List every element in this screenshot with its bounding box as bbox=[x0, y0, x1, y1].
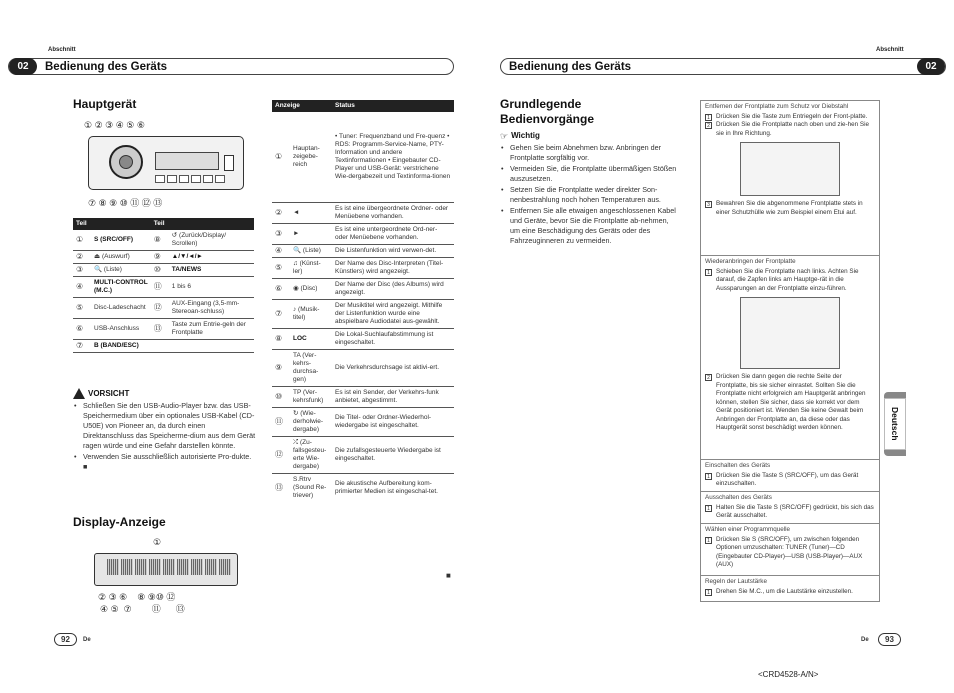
section-title-right: Bedienung des Geräts bbox=[509, 60, 632, 73]
lang-code-left: De bbox=[83, 637, 91, 643]
abschnitt-label-right: Abschnitt bbox=[876, 47, 904, 53]
box-section-title: Regeln der Lautstärke bbox=[705, 578, 767, 585]
step bbox=[705, 536, 875, 570]
lcd-callout-top: ① bbox=[153, 537, 162, 547]
box-section-title: Einschalten des Geräts bbox=[705, 462, 771, 469]
page-number-left: 92 bbox=[54, 633, 77, 646]
row-status: Es ist ein Sender, der Verkehrs-funk anbietet, abgestimmt. bbox=[332, 386, 454, 407]
lcd-callout-bot: ④ ⑤ ⑦ ⑪ ⑬ bbox=[100, 604, 185, 614]
step-number: 1 bbox=[705, 505, 712, 512]
step bbox=[705, 121, 875, 138]
heading-hauptgeraet: Hauptgerät bbox=[73, 97, 137, 111]
box-section-title: Ausschalten des Geräts bbox=[705, 494, 772, 501]
step-text: Drücken Sie die Taste zum Entriegeln der Front-platte. bbox=[716, 112, 868, 120]
vorsicht-heading bbox=[73, 388, 256, 399]
wichtig-heading bbox=[500, 131, 680, 141]
box-section-remove bbox=[701, 101, 879, 256]
step-number: 1 bbox=[705, 269, 712, 276]
row-num: ⑨ bbox=[272, 349, 290, 386]
row-num: ⑥ bbox=[272, 278, 290, 299]
list-item: • Entfernen Sie alle etwaigen angeschlossenen Kabel und Geräte, bevor Sie die Frontplatte ab-nehmen, um eine Beschädigung des Geräts oder des Fahrzeuginneren zu vermeiden. bbox=[500, 206, 680, 246]
row-num: ② bbox=[272, 202, 290, 223]
instructions-box bbox=[700, 100, 880, 602]
teil-header-2: Teil bbox=[151, 218, 254, 230]
row-num: ⑬ bbox=[151, 319, 169, 340]
row-indicator: ♪ (Musik-titel) bbox=[290, 299, 332, 328]
table-row bbox=[272, 407, 454, 436]
row-num: ⑦ bbox=[272, 299, 290, 328]
box-section-title: Wählen einer Programmquelle bbox=[705, 526, 791, 533]
table-row bbox=[272, 257, 454, 278]
row-num: ⑧ bbox=[272, 328, 290, 349]
row-status: Der Name des Disc-Interpreten (Titel-Künstlers) wird angezeigt. bbox=[332, 257, 454, 278]
step bbox=[705, 504, 875, 521]
row-num: ⑨ bbox=[151, 251, 169, 264]
row-num: ② bbox=[73, 251, 91, 264]
step-number: 1 bbox=[705, 114, 712, 121]
list-item: • Schließen Sie den USB-Audio-Player bzw. das USB-Speichermedium über ein optionales USB-Kabel (CD-U50E) von Pioneer an, da durch einen Direktanschluss das Speicherme-dium aus dem Gerät ragen würde und eine Gefahr darstellen könnte. bbox=[73, 401, 256, 451]
status-header-status: Status bbox=[332, 100, 454, 112]
list-item: • Setzen Sie die Frontplatte weder direkter Son-nenbestrahlung noch hohen Temperaturen aus. bbox=[500, 185, 680, 205]
warning-icon bbox=[73, 388, 85, 399]
frontplate-attach-illustration bbox=[740, 297, 840, 369]
row-indicator: TA (Ver-kehrs-durchsa-gen) bbox=[290, 349, 332, 386]
row-num: ③ bbox=[272, 223, 290, 244]
box-section-attach bbox=[701, 256, 879, 460]
knob-center bbox=[119, 155, 133, 169]
row-part bbox=[169, 340, 254, 353]
step-number: 1 bbox=[705, 537, 712, 544]
row-part: 🔍 (Liste) bbox=[91, 264, 151, 277]
step-text: Drehen Sie M.C., um die Lautstärke einzustellen. bbox=[716, 587, 853, 595]
table-row bbox=[73, 264, 254, 277]
row-num: ⑪ bbox=[151, 277, 169, 298]
list-item: • Gehen Sie beim Abnehmen bzw. Anbringen der Frontplatte sorgfältig vor. bbox=[500, 143, 680, 163]
step bbox=[705, 472, 875, 489]
table-row bbox=[73, 277, 254, 298]
callouts-bottom-text: ⑦ ⑧ ⑨ ⑩ ⑪ ⑫ ⑬ bbox=[88, 198, 163, 208]
row-num: ④ bbox=[73, 277, 91, 298]
section-header-left bbox=[8, 58, 454, 75]
box-section-title: Entfernen der Frontplatte zum Schutz vor Diebstahl bbox=[705, 103, 849, 110]
hand-icon: ☞ bbox=[500, 131, 509, 141]
usb-port-icon bbox=[224, 155, 234, 171]
device-callouts-top bbox=[84, 120, 244, 131]
step-text: Drücken Sie dann gegen die rechte Seite der Frontplatte, bis sie sicher einrastet. Sollten Sie die Frontplatte nicht erfolgreich am Hauptgerät anbringen können, stellen Sie sicher, dass sie korrekt vor dem Gerät positioniert ist. Wenden Sie keine Gewalt beim Anbringen der Frontplatte an, da diese oder das Hauptgerät sonst beschädigt werden können. bbox=[716, 373, 866, 431]
row-indicator: ↻ (Wie-derholwie-dergabe) bbox=[290, 407, 332, 436]
row-indicator: S.Rtrv (Sound Re-triever) bbox=[293, 475, 327, 499]
row-indicator: ► bbox=[290, 223, 332, 244]
step-text: Schieben Sie die Frontplatte nach links. Achten Sie darauf, die Zapfen links am Hauptge-rät in die Aussparungen an der Frontplatte einzu-führen. bbox=[716, 267, 859, 292]
row-status: Die zufallsgesteuerte Wiedergabe ist eingeschaltet. bbox=[332, 436, 454, 473]
step-number: 1 bbox=[705, 589, 712, 596]
row-num: ⑫ bbox=[151, 298, 169, 319]
teil-table bbox=[73, 218, 254, 353]
row-num: ⑥ bbox=[73, 319, 91, 340]
step-number: 1 bbox=[705, 473, 712, 480]
step-text: Drücken Sie S (SRC/OFF), um zwischen folgenden Optionen umzuschalten: TUNER (Tuner)—CD (Eingebauter CD-Player)—USB (USB-Player)—AUX (AUX) bbox=[716, 535, 863, 568]
row-status: Die Verkehrsdurchsage ist aktivi-ert. bbox=[332, 349, 454, 386]
step-number: 2 bbox=[705, 374, 712, 381]
row-status: Die akustische Aufbereitung kom-primierter Medien ist eingeschal-tet. bbox=[335, 479, 438, 495]
row-part: USB-Anschluss bbox=[91, 319, 151, 340]
row-indicator: LOC bbox=[290, 328, 332, 349]
table-row bbox=[73, 298, 254, 319]
frontplate-remove-illustration bbox=[740, 142, 840, 196]
side-tab-deutsch: Deutsch bbox=[884, 398, 906, 450]
document-code: <CRD4528-A/N> bbox=[758, 670, 819, 679]
table-row bbox=[73, 251, 254, 264]
row-part: TA/NEWS bbox=[169, 264, 254, 277]
row-part: MULTI-CONTROL (M.C.) bbox=[91, 277, 151, 298]
status-table bbox=[272, 100, 454, 502]
row-num bbox=[151, 340, 169, 353]
table-row bbox=[73, 340, 254, 353]
head-unit-illustration bbox=[88, 136, 244, 190]
table-row bbox=[272, 202, 454, 223]
row-num: ⑪ bbox=[272, 407, 290, 436]
table-row bbox=[272, 349, 454, 386]
row-num: ⑬ bbox=[275, 482, 283, 492]
row-num: ⑦ bbox=[73, 340, 91, 353]
row-part: S (SRC/OFF) bbox=[91, 230, 151, 251]
box-section-volume bbox=[701, 576, 879, 598]
wichtig-block bbox=[500, 131, 680, 247]
table-row bbox=[272, 436, 454, 473]
end-mark: ■ bbox=[446, 571, 451, 580]
table-row bbox=[73, 319, 254, 340]
row-status: Die Titel- oder Ordner-Wiederhol-wiedergabe ist eingeschaltet. bbox=[332, 407, 454, 436]
step bbox=[705, 373, 875, 433]
row-status: Es ist eine untergeordnete Ord-ner- oder Menüebene vorhanden. bbox=[332, 223, 454, 244]
page-number-right: 93 bbox=[878, 633, 901, 646]
row-num: ① bbox=[272, 112, 290, 202]
teil-header-1: Teil bbox=[73, 218, 151, 230]
row-part: AUX-Eingang (3,5-mm-Stereoan-schluss) bbox=[169, 298, 254, 319]
section-header-right bbox=[500, 58, 946, 75]
list-item: • Verwenden Sie ausschließlich autorisierte Pro-dukte. ■ bbox=[73, 452, 256, 472]
row-indicator: Hauptan-zeigebe-reich bbox=[290, 112, 332, 202]
row-part: Disc-Ladeschacht bbox=[91, 298, 151, 319]
section-number-right: 02 bbox=[917, 58, 945, 75]
row-num: ⑩ bbox=[272, 386, 290, 407]
wichtig-title: Wichtig bbox=[511, 131, 540, 140]
abschnitt-label-left: Abschnitt bbox=[48, 47, 76, 53]
row-indicator: TP (Ver-kehrsfunk) bbox=[290, 386, 332, 407]
row-num: ⑧ bbox=[151, 230, 169, 251]
table-row bbox=[272, 386, 454, 407]
multi-control-knob bbox=[109, 145, 143, 179]
box-section-power-off bbox=[701, 492, 879, 524]
row-num: ⑩ bbox=[151, 264, 169, 277]
row-part: ▲/▼/◄/► bbox=[169, 251, 254, 264]
row-part: 1 bis 6 bbox=[169, 277, 254, 298]
heading-grundlegende: Grundlegende Bedienvorgänge bbox=[500, 97, 595, 126]
row-status: Die Lokal-Suchlaufabstimmung ist eingeschaltet. bbox=[332, 328, 454, 349]
row-status: Der Musiktitel wird angezeigt. Mithilfe der Listenfunktion wurde eine abspielbare Audiodatei aus-gewählt. bbox=[332, 299, 454, 328]
row-status: • Tuner: Frequenzband und Fre-quenz • RDS: Programm-Service-Name, PTY-Information und andere Textinformationen • Eingebauter CD-Player und USB-Gerät: verstrichene Wie-dergabezeit und Textinforma-tionen bbox=[332, 112, 454, 202]
vorsicht-title: VORSICHT bbox=[88, 388, 130, 398]
lang-code-right: De bbox=[861, 637, 869, 643]
section-title-left: Bedienung des Geräts bbox=[45, 60, 168, 73]
step bbox=[705, 200, 875, 217]
row-indicator: ⤮ (Zu-fallsgesteu-erte Wie-dergabe) bbox=[290, 436, 332, 473]
row-num: ③ bbox=[73, 264, 91, 277]
table-row bbox=[272, 244, 454, 257]
lcd-callout-mid: ② ③ ⑥ ⑧ ⑨⑩ ⑫ bbox=[98, 592, 176, 602]
row-indicator: ◉ (Disc) bbox=[290, 278, 332, 299]
row-num: ⑤ bbox=[272, 257, 290, 278]
callouts-top-text: ① ② ③ ④ ⑤ ⑥ bbox=[84, 120, 145, 130]
vorsicht-block bbox=[73, 388, 256, 473]
table-row bbox=[272, 112, 454, 202]
row-num: ⑫ bbox=[272, 436, 290, 473]
box-section-title: Wiederanbringen der Frontplatte bbox=[705, 258, 796, 265]
heading-display-anzeige: Display-Anzeige bbox=[73, 515, 166, 529]
row-part: B (BAND/ESC) bbox=[91, 340, 151, 353]
table-row bbox=[73, 230, 254, 251]
device-screen bbox=[155, 152, 219, 170]
table-row bbox=[272, 328, 454, 349]
table-row bbox=[272, 223, 454, 244]
preset-buttons bbox=[155, 175, 225, 183]
status-header-anzeige: Anzeige bbox=[272, 100, 332, 112]
row-indicator: ♫ (Künst-ler) bbox=[290, 257, 332, 278]
step-text: Drücken Sie die Taste S (SRC/OFF), um das Gerät einzuschalten. bbox=[716, 471, 859, 487]
lcd-display-illustration bbox=[94, 553, 238, 586]
section-number-left: 02 bbox=[9, 58, 37, 75]
row-part: Taste zum Entrie-geln der Frontplatte bbox=[169, 319, 254, 340]
step-text: Halten Sie die Taste S (SRC/OFF) gedrückt, bis sich das Gerät ausschaltet. bbox=[716, 503, 874, 519]
device-callouts-bottom bbox=[88, 196, 162, 209]
row-status: Der Name der Disc (des Albums) wird angezeigt. bbox=[332, 278, 454, 299]
row-indicator: ◄ bbox=[290, 202, 332, 223]
step bbox=[705, 268, 875, 294]
row-indicator: 🔍 (Liste) bbox=[290, 244, 332, 257]
lcd-segments bbox=[107, 559, 231, 575]
step bbox=[705, 588, 875, 597]
row-num: ④ bbox=[272, 244, 290, 257]
step bbox=[705, 113, 875, 122]
step-number: 2 bbox=[705, 122, 712, 129]
row-part: ⏏ (Auswurf) bbox=[91, 251, 151, 264]
box-section-power-on bbox=[701, 460, 879, 492]
table-row bbox=[272, 278, 454, 299]
table-row bbox=[272, 299, 454, 328]
row-part: ↺ (Zurück/Display/ Scrollen) bbox=[169, 230, 254, 251]
list-item: • Vermeiden Sie, die Frontplatte übermäßigen Stößen auszusetzen. bbox=[500, 164, 680, 184]
step-text: Drücken Sie die Frontplatte nach oben und zie-hen Sie sie in Ihre Richtung. bbox=[716, 121, 869, 137]
row-status: Es ist eine übergeordnete Ordner- oder Menüebene vorhanden. bbox=[332, 202, 454, 223]
step-number: 3 bbox=[705, 201, 712, 208]
box-section-source bbox=[701, 524, 879, 576]
row-num: ⑤ bbox=[73, 298, 91, 319]
row-num: ① bbox=[73, 230, 91, 251]
table-row bbox=[272, 473, 454, 502]
row-status: Die Listenfunktion wird verwen-det. bbox=[332, 244, 454, 257]
step-text: Bewahren Sie die abgenommene Frontplatte stets in einer Schutzhülle wie zum Beispiel einem Etui auf. bbox=[716, 200, 863, 216]
